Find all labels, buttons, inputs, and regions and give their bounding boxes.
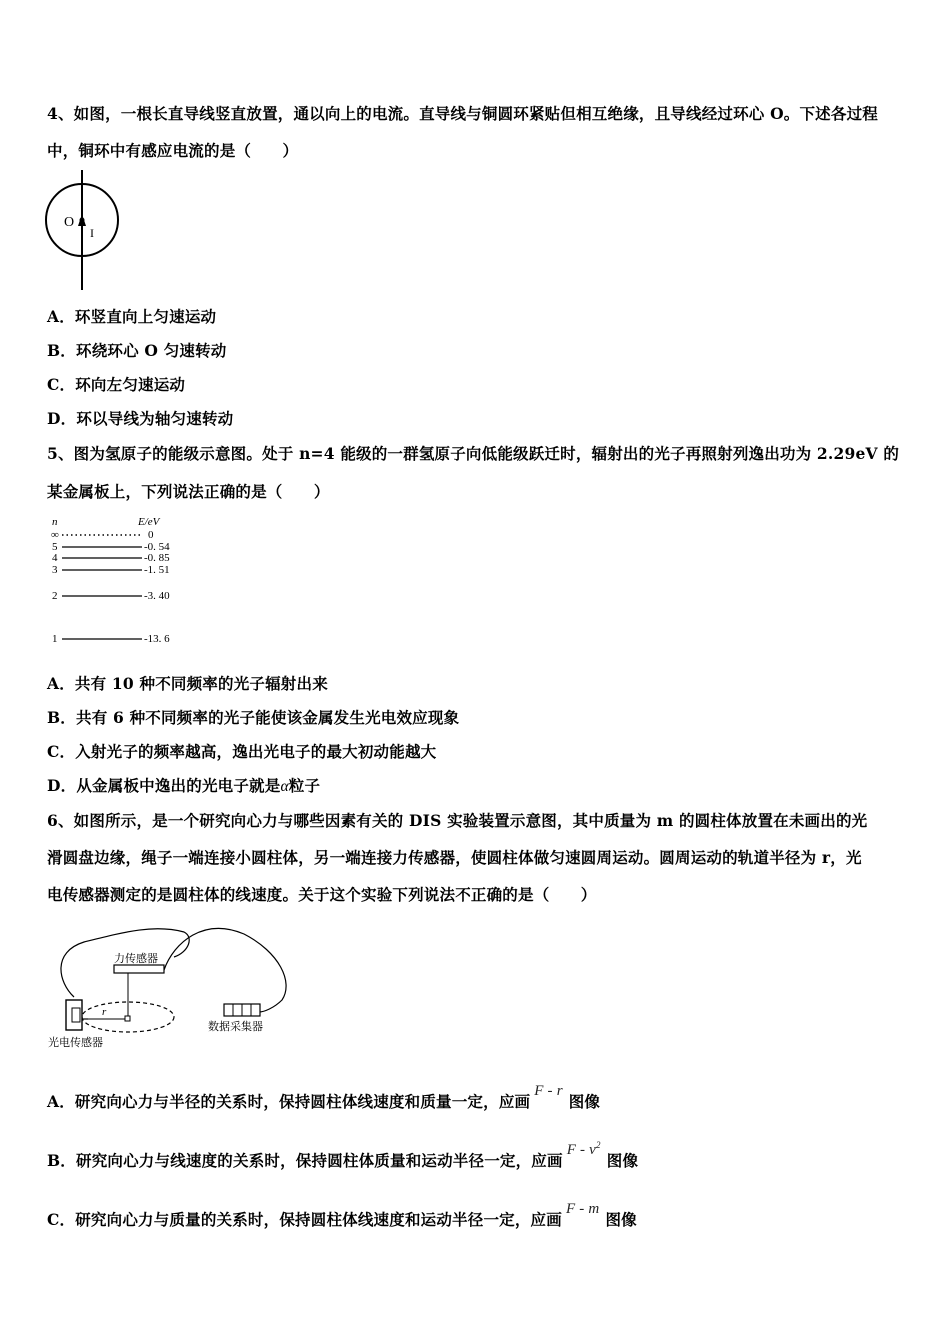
q6-stem-line3: 电传感器测定的是圆柱体的线速度。关于这个实验下列说法不正确的是（ ）: [47, 885, 597, 904]
level-e-5: -0. 54: [144, 541, 170, 553]
level-n-5: 5: [52, 541, 58, 553]
alpha-symbol: α: [280, 778, 289, 795]
energy-level-diagram: [46, 512, 196, 652]
q5-option-d-tail: 粒子: [288, 776, 321, 795]
level-e-3: -1. 51: [144, 564, 170, 576]
q4-ring-figure: [38, 168, 128, 292]
q5-option-d: [47, 774, 320, 796]
level-n-4: 4: [52, 552, 58, 564]
level-e-1: -13. 6: [144, 633, 170, 645]
level-e-4: -0. 85: [144, 552, 170, 564]
level-n-2: 2: [52, 590, 58, 602]
q4-option-d: D．环以导线为轴匀速转动: [47, 409, 234, 428]
formula-f-v2: F - $v^2$: [566, 1140, 601, 1158]
level-n-inf: ∞: [51, 529, 59, 541]
q6-option-b-tail: 图像: [606, 1151, 639, 1170]
q4-option-a: A．环竖直向上匀速运动: [47, 307, 217, 326]
photo-sensor-label: 光电传感器: [48, 1037, 103, 1049]
q5-option-b: B．共有 6 种不同频率的光子能使该金属发生光电效应现象: [47, 708, 460, 727]
q6-option-a-tail: 图像: [568, 1092, 601, 1111]
q5-option-a: A．共有 10 种不同频率的光子辐射出来: [47, 674, 328, 693]
q6-stem-line2: 滑圆盘边缘，绳子一端连接小圆柱体，另一端连接力传感器，使圆柱体做匀速圆周运动。圆周运动的轨道半径为 r，光: [47, 848, 862, 867]
level-n-3: 3: [52, 564, 58, 576]
q5-stem-line1: 5、图为氢原子的能级示意图。处于 n=4 能级的一群氢原子向低能级跃迁时，辐射出的光子再照射列逸出功为 2.29eV 的: [47, 444, 900, 463]
force-sensor-cable: [164, 928, 286, 1012]
formula-f-v2-exponent: 2: [596, 1140, 601, 1150]
q4-stem-line1: 4、如图，一根长直导线竖直放置，通以向上的电流。直导线与铜圆环紧贴但相互绝缘，且导线经过环心 O。下述各过程: [47, 104, 878, 123]
q5-option-c: C．入射光子的频率越高，逸出光电子的最大初动能越大: [47, 742, 437, 761]
level-n-1: 1: [52, 633, 58, 645]
center-label: O: [64, 215, 75, 230]
cylinder-icon: [125, 1016, 130, 1021]
q6-option-a: [47, 1083, 601, 1112]
level-e-2: -3. 40: [144, 590, 170, 602]
current-label: I: [90, 226, 94, 240]
q4-stem-line2: 中，铜环中有感应电流的是（ ）: [47, 141, 299, 160]
q6-stem-line1: 6、如图所示，是一个研究向心力与哪些因素有关的 DIS 实验装置示意图，其中质量为 m 的圆柱体放置在未画出的光: [47, 811, 868, 830]
q6-option-c: [47, 1201, 637, 1230]
ring-center-dot: [80, 218, 85, 223]
q6-option-a-text: A．研究向心力与半径的关系时，保持圆柱体线速度和质量一定，应画: [47, 1092, 531, 1111]
e-header: E/eV: [138, 516, 160, 528]
radius-label: r: [102, 1006, 107, 1018]
force-sensor-label: 力传感器: [114, 953, 158, 965]
q6-option-c-text: C．研究向心力与质量的关系时，保持圆柱体线速度和运动半径一定，应画: [47, 1210, 562, 1229]
data-collector-label: 数据采集器: [208, 1021, 263, 1033]
dis-apparatus-figure: [44, 912, 304, 1057]
formula-f-r: F - r: [534, 1083, 563, 1099]
q5-stem-line2: 某金属板上，下列说法正确的是（ ）: [47, 482, 330, 501]
q4-option-c: C．环向左匀速运动: [47, 375, 186, 394]
q6-option-b-text: B．研究向心力与线速度的关系时，保持圆柱体质量和运动半径一定，应画: [47, 1151, 563, 1170]
level-e-inf: 0: [148, 529, 154, 541]
n-header: n: [52, 516, 58, 528]
formula-f-m: F - m: [565, 1201, 600, 1217]
q6-option-c-tail: 图像: [605, 1210, 637, 1229]
q4-option-b: B．环绕环心 O 匀速转动: [47, 341, 227, 360]
force-sensor-icon: [114, 965, 164, 973]
q6-option-b: [47, 1140, 639, 1171]
q5-option-d-text: D．从金属板中逸出的光电子就是: [47, 776, 281, 795]
